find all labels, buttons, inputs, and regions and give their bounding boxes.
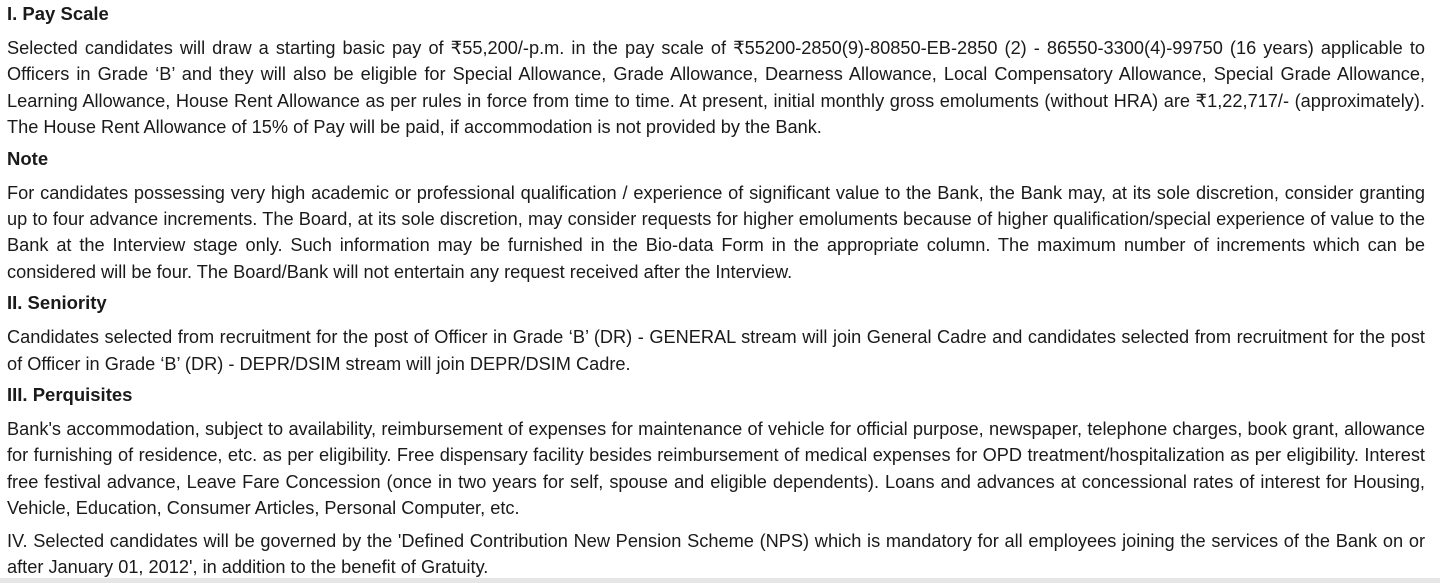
horizontal-scrollbar[interactable] — [0, 578, 1440, 583]
document-body — [7, 2, 1425, 581]
seniority-heading: II. Seniority — [7, 292, 107, 314]
seniority-paragraph: Candidates selected from recruitment for the post of Officer in Grade ‘B’ (DR) - GENERAL stream will join General Cadre and candidates selected from recruitment for the post of Officer in Grade ‘B’ (DR) - DEPR/DSIM stream will join DEPR/DSIM Cadre. — [7, 327, 1425, 374]
perquisites-paragraph: Bank's accommodation, subject to availability, reimbursement of expenses for maintenance of vehicle for official purpose, newspaper, telephone charges, book grant, allowance for furnishing of residence, etc. as per eligibility. Free dispensary facility besides reimbursement of medical expenses for OPD treatment/hospitalization as per eligibility. Interest free festival advance, Leave Fare Concession (once in two years for self, spouse and eligible dependents). Loans and advances at concessional rates of interest for Housing, Vehicle, Education, Consumer Articles, Personal Computer, etc. — [7, 419, 1425, 519]
pay-scale-paragraph: Selected candidates will draw a starting basic pay of ₹55,200/-p.m. in the pay scale of ₹55200-2850(9)-80850-EB-2850 (2) - 86550-3300(4)-99750 (16 years) applicable to Officers in Grade ‘B’ and they will also be eligible for Special Allowance, Grade Allowance, Dearness Allowance, Local Compensatory Allowance, Special Grade Allowance, Learning Allowance, House Rent Allowance as per rules in force from time to time. At present, initial monthly gross emoluments (without HRA) are ₹1,22,717/- (approximately). The House Rent Allowance of 15% of Pay will be paid, if accommodation is not provided by the Bank. — [7, 38, 1425, 138]
perquisites-heading: III. Perquisites — [7, 384, 133, 406]
note-paragraph: For candidates possessing very high academic or professional qualification / experience of significant value to the Bank, the Bank may, at its sole discretion, consider granting up to four advance increments. The Board, at its sole discretion, may consider requests for higher emoluments because of higher qualification/special experience of value to the Bank at the Interview stage only. Such information may be furnished in the Bio-data Form in the appropriate column. The maximum number of increments which can be considered will be four. The Board/Bank will not entertain any request received after the Interview. — [7, 182, 1425, 282]
pension-paragraph: IV. Selected candidates will be governed by the 'Defined Contribution New Pension Scheme (NPS) which is mandatory for all employees joining the services of the Bank on or after January 01, 2012', in addition to the benefit of Gratuity. — [7, 530, 1425, 578]
note-heading: Note — [7, 147, 49, 169]
pay-scale-heading: I. Pay Scale — [7, 3, 109, 24]
